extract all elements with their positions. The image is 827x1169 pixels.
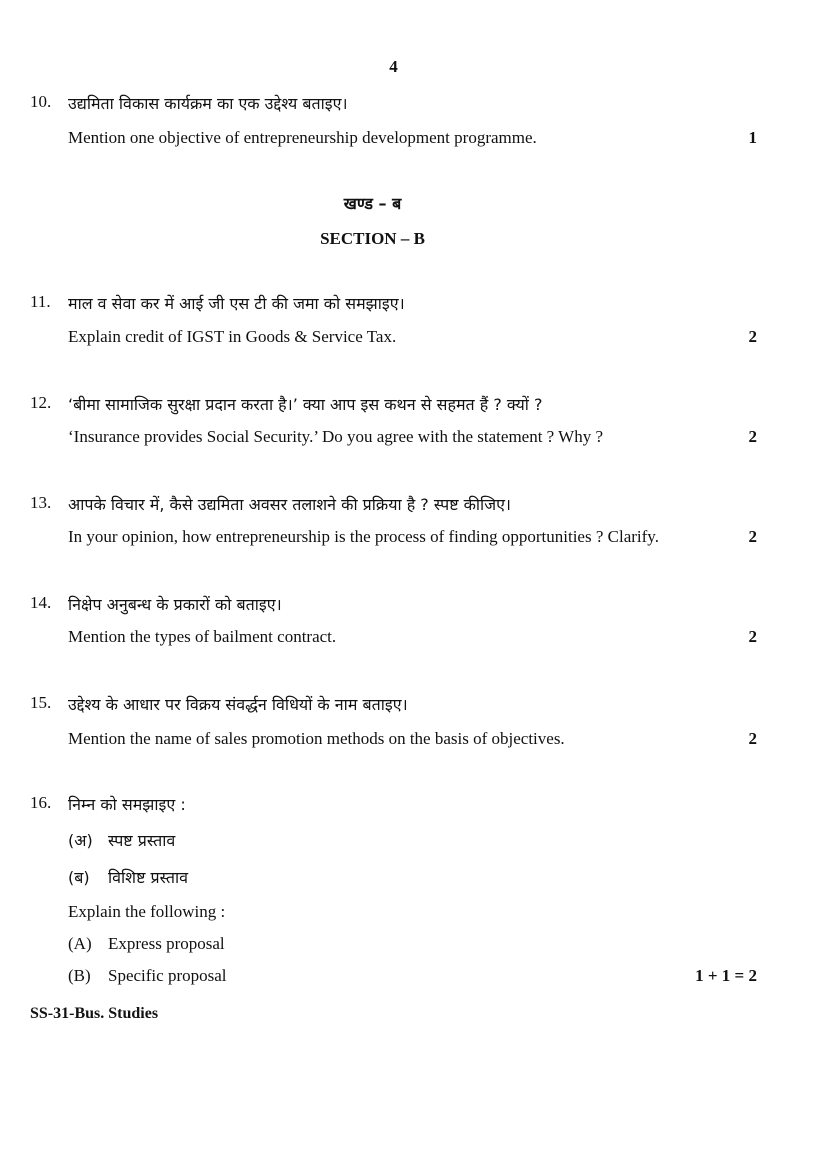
question-text-english: Mention the types of bailment contract. (68, 627, 337, 646)
question-marks: 1 (748, 128, 757, 147)
question-text-english: Mention the name of sales promotion methods on the basis of objectives. (68, 729, 565, 748)
question-number: 11. (30, 292, 51, 311)
question-marks: 2 (748, 427, 757, 446)
section-heading-hindi: खण्ड – ब (343, 194, 402, 213)
question-number: 12. (30, 393, 52, 412)
question-text-english: Mention one objective of entrepreneurship development programme. (68, 128, 537, 147)
question-text-english: In your opinion, how entrepreneurship is the process of finding opportunities ? Clarify. (68, 527, 659, 546)
question-marks: 2 (748, 627, 757, 646)
question-marks: 2 (748, 527, 757, 546)
sub-item-text-hindi: विशिष्ट प्रस्ताव (108, 868, 188, 887)
question-marks: 2 (748, 729, 757, 748)
question-marks: 2 (748, 327, 757, 346)
sub-item-text-english: Specific proposal (108, 966, 227, 985)
question-marks: 1 + 1 = 2 (695, 966, 757, 985)
question-number: 15. (30, 693, 52, 712)
sub-item-label: (B) (68, 966, 91, 985)
question-text-english: Explain the following : (68, 902, 226, 921)
question-text-english: ‘Insurance provides Social Security.’ Do you agree with the statement ? Why ? (68, 427, 604, 446)
sub-item-label: (ब) (68, 868, 90, 887)
sub-item-text-hindi: स्पष्ट प्रस्ताव (108, 831, 176, 850)
question-number: 14. (30, 593, 52, 612)
question-number: 10. (30, 92, 52, 111)
question-text-hindi: ‘बीमा सामाजिक सुरक्षा प्रदान करता है।’ क्या आप इस कथन से सहमत हैं ? क्यों ? (68, 395, 543, 414)
question-number: 13. (30, 493, 52, 512)
question-text-hindi: निक्षेप अनुबन्ध के प्रकारों को बताइए। (68, 595, 282, 614)
question-text-hindi: आपके विचार में, कैसे उद्यमिता अवसर तलाशने की प्रक्रिया है ? स्पष्ट कीजिए। (68, 495, 511, 514)
question-text-english: Explain credit of IGST in Goods & Service Tax. (68, 327, 397, 346)
question-text-hindi: उद्देश्य के आधार पर विक्रय संवर्द्धन विधियों के नाम बताइए। (68, 695, 408, 714)
question-text-hindi: उद्यमिता विकास कार्यक्रम का एक उद्देश्य बताइए। (68, 94, 348, 113)
page-number: 4 (389, 57, 398, 76)
section-heading-english: SECTION – B (320, 229, 425, 248)
sub-item-text-english: Express proposal (108, 934, 225, 953)
sub-item-label: (अ) (68, 831, 93, 850)
question-number: 16. (30, 793, 52, 812)
sub-item-label: (A) (68, 934, 92, 953)
question-text-hindi: निम्न को समझाइए : (68, 795, 186, 814)
question-text-hindi: माल व सेवा कर में आई जी एस टी की जमा को समझाइए। (68, 294, 405, 313)
paper-code-footer: SS-31-Bus. Studies (30, 1005, 159, 1022)
